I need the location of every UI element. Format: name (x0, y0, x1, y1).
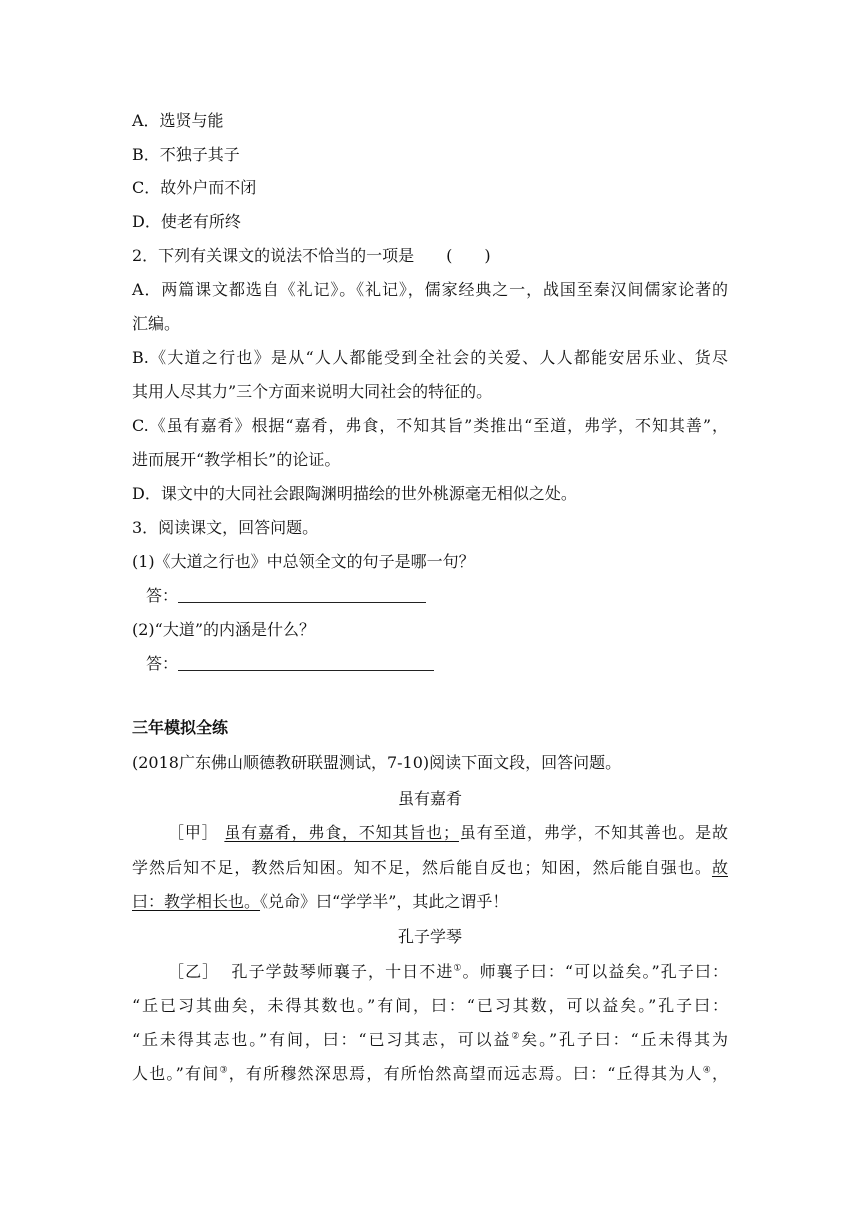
passage-jia-line-3 (132, 891, 508, 913)
underlined-sentence: 曰：教学相长也。 (132, 892, 261, 911)
passage-text: 《兑命》曰“学学半”，其此之谓乎！ (260, 892, 509, 911)
passage-text: 学然后知不足，教然后知困。知不足，然后能自反也；知困，然后能自强也。 (132, 858, 712, 877)
q1-option-c: C．故外户而不闭 (132, 178, 257, 197)
q2-option-a-line2: 汇编。 (132, 314, 181, 333)
footnote-marker: ② (511, 1031, 522, 1042)
q3-answer-row-2 (146, 653, 434, 675)
q2-option-c-line1: C.《虽有嘉肴》根据“嘉肴，弗食，不知其旨”类推出“至道，弗学，不知其善”， (132, 416, 728, 435)
passage-tag: ［甲］ (168, 823, 219, 842)
q3-sub-question-1: (1)《大道之行也》中总领全文的句子是哪一句？ (132, 552, 475, 571)
q2-option-c-line2: 进而展开“教学相长”的论证。 (132, 450, 341, 469)
footnote-marker: ④ (702, 1065, 712, 1076)
underlined-sentence: 虽有嘉肴，弗食，不知其旨也； (224, 823, 459, 842)
passage-jia-line-1 (168, 822, 728, 844)
passage-text: 矣。”孔子曰：“丘未得其为 (521, 1030, 728, 1049)
underlined-sentence: 故 (711, 858, 728, 877)
footnote-marker: ③ (219, 1065, 229, 1076)
answer-blank-1[interactable] (178, 588, 426, 603)
q2-option-a-line1: A．两篇课文都选自《礼记》。《礼记》，儒家经典之一，战国至秦汉间儒家论著的 (132, 280, 728, 299)
passage-yi-line-4 (132, 1063, 728, 1085)
q2-option-b-line1: B.《大道之行也》是从“人人都能受到全社会的关爱、人人都能安居乐业、货尽 (132, 348, 728, 367)
q1-option-b: B．不独子其子 (132, 145, 240, 164)
passage-jia-line-2 (132, 857, 728, 879)
q2-option-d: D．课文中的大同社会跟陶渊明描绘的世外桃源毫无相似之处。 (132, 484, 577, 503)
passage-text: 。师襄子曰：“可以益矣。”孔子曰： (462, 962, 728, 981)
passage-text: ， (711, 1064, 728, 1083)
q1-option-d: D．使老有所终 (132, 212, 241, 231)
q3-sub-question-2: (2)“大道”的内涵是什么？ (132, 620, 316, 639)
passage-text: 虽有至道，弗学，不知其善也。是故 (458, 823, 728, 842)
q2-stem: 2．下列有关课文的说法不恰当的一项是 ( ) (132, 246, 491, 265)
passage-text: 孔子学鼓琴师襄子，十日不进 (231, 962, 454, 981)
passage-yi-line-1 (168, 961, 728, 983)
passage-text: 人也。”有间 (132, 1064, 220, 1083)
q3-stem: 3．阅读课文，回答问题。 (132, 518, 319, 537)
section-source: (2018广东佛山顺德教研联盟测试，7-10)阅读下面文段，回答问题。 (132, 753, 622, 772)
answer-label: 答： (146, 586, 179, 605)
q3-answer-row-1 (146, 585, 426, 607)
section-heading: 三年模拟全练 (132, 718, 229, 737)
passage-tag: ［乙］ (168, 962, 220, 981)
passage-text: ，有所穆然深思焉，有所怡然高望而远志焉。曰：“丘得其为人 (228, 1064, 703, 1083)
answer-blank-2[interactable] (178, 656, 434, 671)
passage-yi-title: 孔子学琴 (397, 927, 462, 946)
passage-jia-title: 虽有嘉肴 (397, 789, 462, 808)
answer-label: 答： (146, 654, 179, 673)
q1-option-a: A．选贤与能 (132, 111, 224, 130)
passage-yi-line-2: “丘已习其曲矣，未得其数也。”有间，曰：“已习其数，可以益矣。”孔子曰： (132, 996, 728, 1015)
q2-option-b-line2: 其用人尽其力”三个方面来说明大同社会的特征的。 (132, 382, 493, 401)
passage-yi-line-3 (132, 1029, 728, 1051)
passage-text: “丘未得其志也。”有间，曰：“已习其志，可以益 (132, 1030, 512, 1049)
footnote-marker: ① (453, 963, 463, 974)
